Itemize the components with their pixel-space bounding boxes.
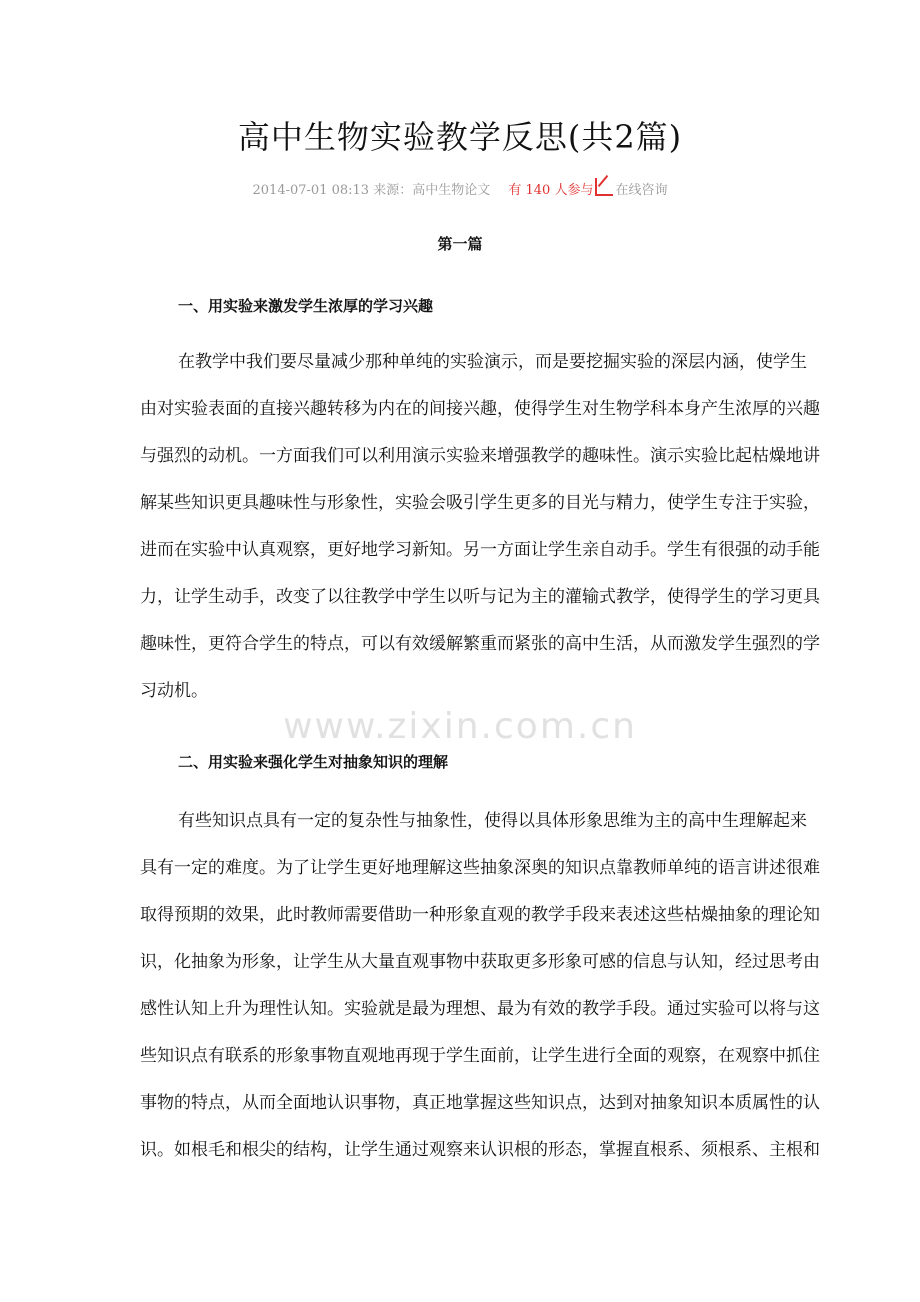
datetime: 2014-07-01 08:13 — [252, 183, 370, 198]
participants-link[interactable]: 有 140 人参与 — [508, 183, 594, 198]
paragraph-line: 事物的特点，从而全面地认识事物，真正地掌握这些知识点，达到对抽象知识本质属性的认 — [140, 1093, 820, 1113]
article-meta — [0, 178, 920, 198]
paragraph-line: 感性认知上升为理性认知。实验就是最为理想、最为有效的教学手段。通过实验可以将与这 — [140, 999, 820, 1019]
paragraph-line: 与强烈的动机。一方面我们可以利用演示实验来增强教学的趣味性。演示实验比起枯燥地讲 — [140, 446, 820, 466]
watermark: www.zixin.com.cn — [283, 706, 637, 747]
consult-link[interactable]: 在线咨询 — [615, 183, 668, 198]
part-heading: 第一篇 — [437, 235, 483, 253]
source: 来源：高中生物论文 — [373, 183, 491, 198]
paragraph-line: 趣味性，更符合学生的特点，可以有效缓解繁重而紧张的高中生活，从而激发学生强烈的学 — [140, 634, 820, 654]
paragraph-line: 由对实验表面的直接兴趣转移为内在的间接兴趣，使得学生对生物学科本身产生浓厚的兴趣 — [140, 399, 820, 419]
paragraph-line: 有些知识点具有一定的复杂性与抽象性，使得以具体形象思维为主的高中生理解起来 — [178, 811, 807, 831]
paragraph-line: 具有一定的难度。为了让学生更好地理解这些抽象深奥的知识点靠教师单纯的语言讲述很难 — [140, 858, 820, 878]
paragraph-line: 些知识点有联系的形象事物直观地再现于学生面前，让学生进行全面的观察，在观察中抓住 — [140, 1046, 820, 1066]
paragraph-line: 识，化抽象为形象，让学生从大量直观事物中获取更多形象可感的信息与认知，经过思考由 — [140, 952, 820, 972]
edit-icon[interactable] — [595, 178, 613, 196]
paragraph-line: 在教学中我们要尽量减少那种单纯的实验演示，而是要挖掘实验的深层内涵，使学生 — [178, 352, 807, 372]
section-heading: 一、用实验来激发学生浓厚的学习兴趣 — [178, 297, 434, 315]
paragraph-line: 习动机。 — [140, 681, 208, 701]
paragraph-line: 解某些知识更具趣味性与形象性，实验会吸引学生更多的目光与精力，使学生专注于实验， — [140, 493, 820, 513]
section-heading: 二、用实验来强化学生对抽象知识的理解 — [178, 753, 449, 771]
paragraph-line: 进而在实验中认真观察，更好地学习新知。另一方面让学生亲自动手。学生有很强的动手能 — [140, 540, 820, 560]
paragraph-line: 力，让学生动手，改变了以往教学中学生以听与记为主的灌输式教学，使得学生的学习更具 — [140, 587, 820, 607]
paragraph-line: 识。如根毛和根尖的结构，让学生通过观察来认识根的形态，掌握直根系、须根系、主根和 — [140, 1140, 820, 1160]
page-title: 高中生物实验教学反思(共2篇) — [237, 118, 683, 156]
paragraph-line: 取得预期的效果，此时教师需要借助一种形象直观的教学手段来表述这些枯燥抽象的理论知 — [140, 905, 820, 925]
